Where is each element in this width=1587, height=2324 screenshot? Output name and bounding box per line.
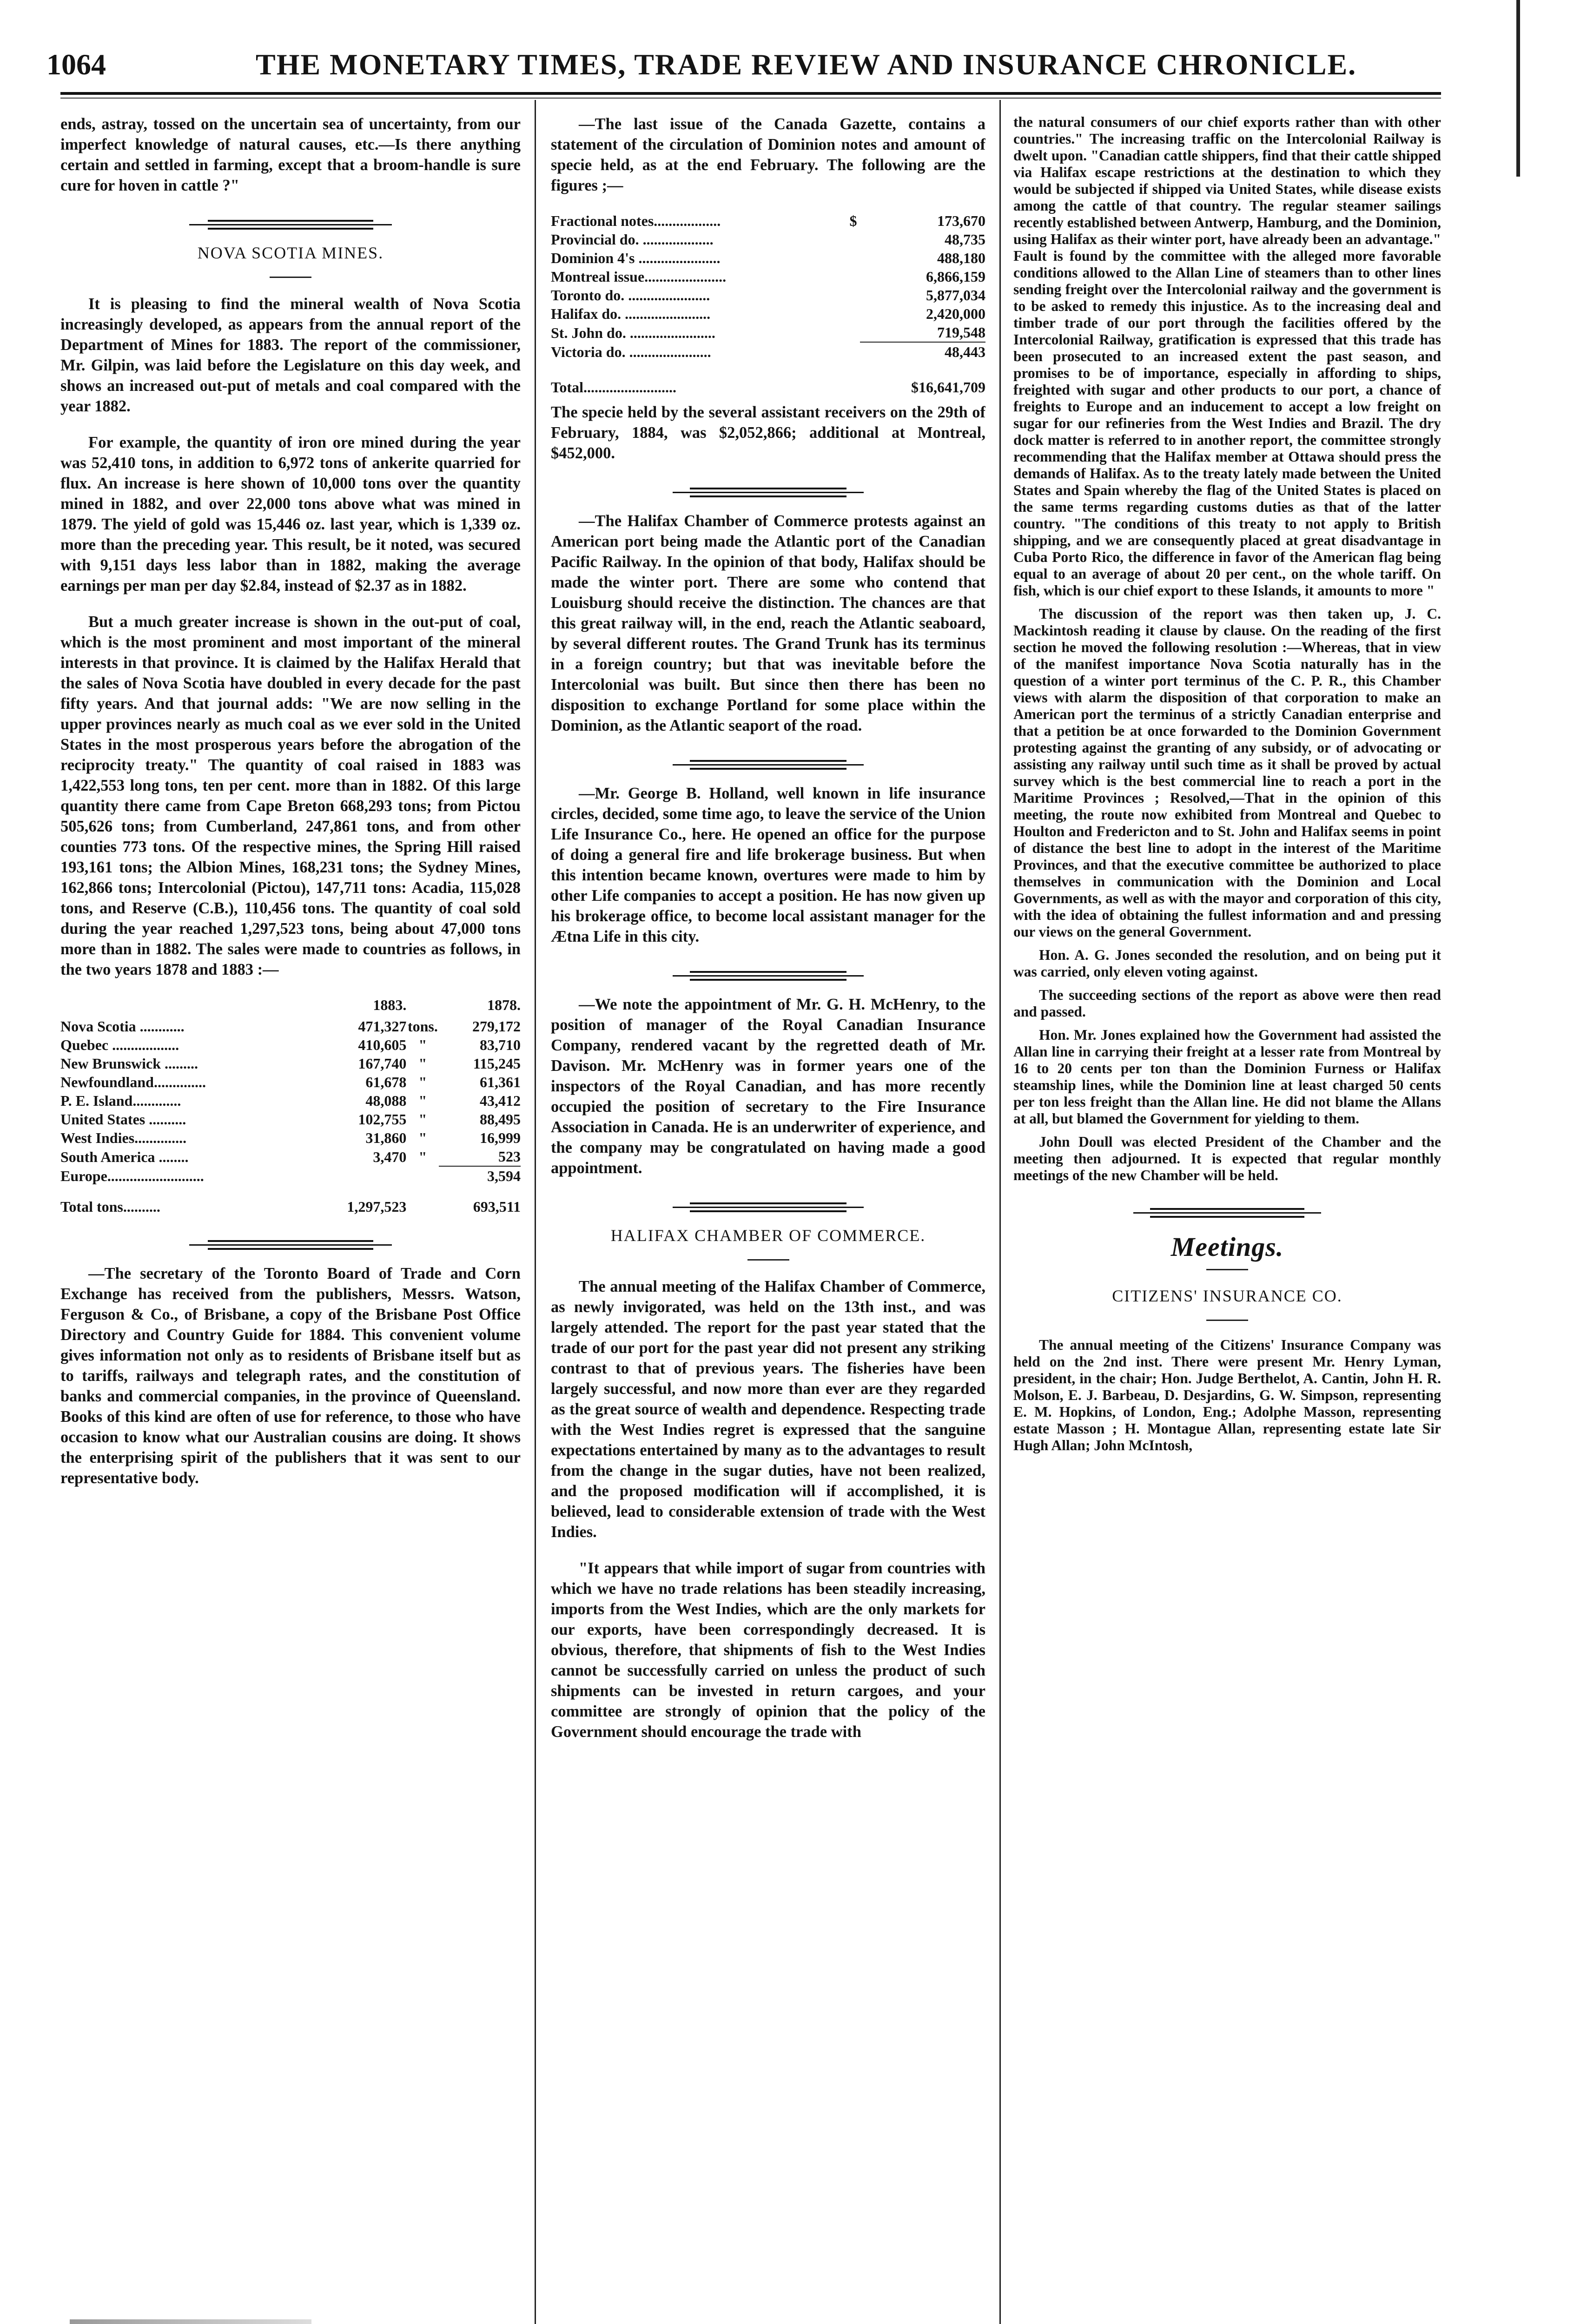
dominion-notes-table [551, 211, 985, 396]
meetings-heading: Meetings. [1170, 1232, 1284, 1262]
nova-scotia-mines-paragraph: It is pleasing to find the mineral wealth of Nova Scotia increasingly developed, as appears from the annual report of the Department of Mines for 1883. The report of the commissioner, Mr. Gilpin, was laid before the Legislature on this day week, and shows an increased out-put of metals and coal compared with the year 1882. [60, 295, 521, 415]
halifax-chamber-paragraph: The annual meeting of the Halifax Chamber of Commerce, as newly invigorated, was held on the 13th inst., and was largely attended. The report for the past year stated that the trade of our port for the past year did not present any striking contrast to that of previous years. The fisheries have been largely successful, and now more than ever are they regarded as the great source of wealth and dependence. Respecting trade with the West Indies regret is expressed that the sanguine expectations entertained by many as to the advantages to result from the change in the sugar duties, have not been realized, and the proposed modification will if accomplished, it is believed, lead to considerable extension of trade with the West Indies. [551, 1278, 985, 1541]
nova-scotia-mines-paragraph: For example, the quantity of iron ore mined during the year was 52,410 tons, in addition to 6,972 tons of ankerite quarried for flux. An increase is here shown of 10,000 tons over the quantity mined in 1882, and over 22,000 tons above what was mined in 1879. The yield of gold was 15,446 oz. last year, which is 1,339 oz. more than the preceding year. This result, be it noted, was secured with 9,151 days less labor than in 1882, making the average earnings per man per day $2.84, instead of $2.37 as in 1882. [60, 434, 521, 594]
specie-paragraph: The specie held by the several assistant receivers on the 29th of February, 1884, was $2,052,866; additional at Montreal, $452,000. [551, 403, 985, 462]
table-total-row: Total......................... $16,641,709 [551, 379, 985, 396]
heading-dash [1206, 1269, 1248, 1270]
section-ornament [60, 1236, 521, 1252]
coal-sales-table [60, 996, 521, 1216]
halifax-chamber-continuation: the natural consumers of our chief exports rather than with other countries." The increasing traffic on the Intercolonial Railway is dwelt upon. "Canadian cattle shippers, find that their cattle shipped via Halifax escape restrictions at the destination to which they would be subjected if shipped via United States, while disease exists among the cattle of that country. The regular steamer sailings recently established between Antwerp, Hamburg, and the Dominion, using Halifax as their winter port, have already been an advantage." Fault is found by the committee with the alleged more favorable conditions allowed to the Allan Line of steamers than to other lines sending freight over the Intercolonial railway and the government is to be asked to remedy this injustice. As to the increasing deal and timber trade of our port through the facilities offered by the Intercolonial Railway, gratification is expressed that this trade has been prosecuted to an increased extent the past season, and promises to be of importance, especially in affording to ships, freighted with sugar and other products to our port, a chance of freights to Europe and an inducement to accept a low freight on sugar for our refineries from the West Indies and Brazil. The dry dock matter is referred to in another report, the committee strongly recommending that the Halifax member at Ottawa should press the demands of Halifax. As to the treaty lately made between the United States and Spain whereby the flag of the United States is placed on the same terms regarding customs duties as that of the latter country. "The conditions of this treaty to not apply to British shipping, and we are consequently placed at great disadvantage in Cuba Porto Rico, the difference in favor of the American flag being equal to an average of about 20 per cent., on the whole tariff. On fish, which is our chief export to these Islands, it amounts to more " [1013, 114, 1441, 599]
nova-scotia-mines-paragraph: But a much greater increase is shown in the out-put of coal, which is the most prominent and most important of the mineral interests in that province. It is claimed by the Halifax Herald that the sales of Nova Scotia have doubled in every decade for the past fifty years. And that journal adds: "We are now selling in the upper provinces nearly as much coal as we ever sold in the United States in the most prosperous years before the abrogation of the reciprocity treaty." The quantity of coal raised in 1883 was 1,422,553 long tons, ten per cent. more than in 1882. Of this large quantity there came from Cape Breton 668,293 tons; from Pictou 505,626 tons; from Cumberland, 247,861 tons, and from other counties 773 tons. Of the respective mines, the Spring Hill raised 193,161 tons; the Albion Mines, 168,231 tons; the Sydney Mines, 162,866 tons; Intercolonial (Pictou), 147,711 tons: Acadia, 115,028 tons, and Reserve (C.B.), 110,456 tons. The quantity of coal sold during the year reached 1,297,523 tons, being about 47,000 tons more than in 1882. The sales were made to countries as follows, in the two years 1878 and 1883 :— [60, 613, 521, 978]
table-total-row: Total tons.......... 1,297,523 693,511 [60, 1198, 521, 1215]
table-row: South America ........ 3,470 " 523 [60, 1148, 521, 1165]
halifax-chamber-paragraph: The discussion of the report was then taken up, J. C. Mackintosh reading it clause by clause. On the reading of the first section he moved the following resolution :—Whereas, that in view of the manifest importance Nova Scotia naturally has in the question of a winter port terminus of the C. P. R., this Chamber views with alarm the disposition of that corporation to make an American port the terminus of a strictly Canadian enterprise and that a petition be at once forwarded to the Dominion Government protesting against the granting of any subsidy, or of advocating or assisting any railway until such time as it shall be proved by actual survey which is the best commercial line to reach a port in the Maritime Provinces ; Resolved,—That in the opinion of this meeting, the route now exhibited from Montreal and Quebec to Houlton and Fredericton and to St. John and Halifax seems in point of distance the best line to adopt in the interest of the Maritime Provinces, and that the executive committee be authorized to place themselves in communication with the Dominion and Local Governments, as well as with the mayor and corporation of this city, with the idea of obtaining the fullest information and and pressing our views on the general Government. [1013, 606, 1441, 940]
header-rule-top [60, 92, 1441, 95]
halifax-chamber-paragraph: Hon. A. G. Jones seconded the resolution, and on being put it was carried, only eleven voting against. [1013, 947, 1441, 980]
citizens-insurance-heading: CITIZENS' INSURANCE CO. [1112, 1287, 1342, 1305]
column-divider-right [999, 100, 1001, 2324]
halifax-protest-paragraph: —The Halifax Chamber of Commerce protests against an American port being made the Atlantic port of the Canadian Pacific Railway. In the opinion of that body, Halifax should be made the winter port. There are some who contend that Louisburg should receive the distinction. The chances are that this great railway will, in the end, reach the Atlantic seaboard, by several different routes. The Grand Trunk has its terminus in a foreign country; but that was inevitable before the Intercolonial was built. But since then there has been no disposition to exchange Portland for some place within the Dominion, as the Atlantic seaport of the road. [551, 512, 985, 734]
section-ornament [551, 1199, 985, 1215]
table-row: St. John do. ....................... 719,548 [551, 324, 985, 341]
nova-scotia-mines-heading: NOVA SCOTIA MINES. [197, 244, 384, 262]
holland-paragraph: —Mr. George B. Holland, well known in life insurance circles, decided, some time ago, to leave the service of the Union Life Insurance Co., here. He opened an office for the purpose of doing a general fire and life brokerage business. But when this intention became known, overtures were made to him by other Life companies to accept a position. He has now given up his brokerage office, to become local assistant manager for the Ætna Life in this city. [551, 785, 985, 945]
coal-table-header-1878: 1878. [487, 997, 521, 1013]
table-row: Nova Scotia ............ 471,327 tons. 279,172 [60, 1018, 521, 1035]
table-row: Fractional notes.................. $ 173,670 [551, 212, 985, 229]
column-left [60, 114, 521, 2324]
halifax-chamber-heading: HALIFAX CHAMBER OF COMMERCE. [610, 1226, 926, 1245]
heading-dash [747, 1259, 789, 1261]
table-row: Provincial do. ................... 48,735 [551, 231, 985, 248]
halifax-chamber-paragraph: Hon. Mr. Jones explained how the Government had assisted the Allan line in carrying their freight at a lesser rate from Montreal by 16 to 20 cents per ton than the Dominion Furness or Halifax steamship lines, while the Dominion line at least charged 50 cents per ton less freight than the Allan line. He did not blame the Allans at all, but blamed the Government for yielding to them. [1013, 1027, 1441, 1127]
table-row: P. E. Island............. 48,088 " 43,412 [60, 1092, 521, 1109]
halifax-chamber-paragraph: "It appears that while import of sugar from countries with which we have no trade relations has been steadily increasing, imports from the West Indies, which are the only markets for our exports, have been correspondingly decreased. It is obvious, therefore, that shipments of fish to the West Indies cannot be successfully carried on unless the product of such shipments can be invested in return cargoes, and your committee are strongly of opinion that the policy of the Government should encourage the trade with [551, 1559, 985, 1741]
running-title: THE MONETARY TIMES, TRADE REVIEW AND INSURANCE CHRONICLE. [256, 48, 1357, 81]
table-row: Europe.......................... 3,594 [60, 1166, 521, 1185]
citizens-insurance-paragraph: The annual meeting of the Citizens' Insurance Company was held on the 2nd inst. There were present Mr. Henry Lyman, president, in the chair; Hon. Judge Berthelot, A. Cantin, John H. R. Molson, E. J. Barbeau, D. Desjardins, G. W. Simpson, representing E. M. Hopkins, of London, Eng.; Adolphe Masson, representing estate Masson ; H. Montague Allan, representing estate late Sir Hugh Allan; John McIntosh, [1013, 1337, 1441, 1453]
section-ornament [551, 484, 985, 500]
canada-gazette-paragraph: —The last issue of the Canada Gazette, contains a statement of the circulation of Dominion notes and amount of specie held, as at the end February. The following are the figures ;— [551, 115, 985, 194]
brisbane-directory-paragraph: —The secretary of the Toronto Board of Trade and Corn Exchange has received from the publishers, Messrs. Watson, Ferguson & Co., of Brisbane, a copy of the Brisbane Post Office Directory and Country Guide for 1884. This convenient volume gives information not only as to residents of Brisbane itself but as to tariffs, railways and telegraph rates, and the constitution of banks and commercial companies, in the province of Queensland. Books of this kind are often of use for reference, to those who have occasion to know what our Australian cousins are doing. It shows the enterprising spirit of the publishers that it was sent to our representative body. [60, 1265, 521, 1487]
heading-dash [1206, 1320, 1248, 1321]
heading-dash [270, 277, 311, 278]
article-continuation: ends, astray, tossed on the uncertain sea of uncertainty, from our imperfect knowledge of natural causes, etc.—Is there anything certain and settled in farming, except that a broom-handle is sure cure for hoven in cattle ?" [60, 115, 521, 194]
scan-smudge [70, 2319, 311, 2324]
table-row: Victoria do. ...................... 48,443 [551, 342, 985, 361]
page-header [46, 43, 1455, 94]
table-row: Dominion 4's ...................... 488,180 [551, 250, 985, 266]
table-row: New Brunswick ......... 167,740 " 115,245 [60, 1055, 521, 1072]
page-number: 1064 [46, 48, 106, 81]
table-row: Newfoundland.............. 61,678 " 61,361 [60, 1074, 521, 1090]
section-ornament [1013, 1204, 1441, 1220]
column-right [1013, 114, 1441, 2324]
coal-table-header-1883: 1883. [373, 997, 407, 1013]
table-row: Halifax do. ....................... 2,420,000 [551, 305, 985, 322]
table-row: United States .......... 102,755 " 88,495 [60, 1111, 521, 1128]
halifax-chamber-paragraph: John Doull was elected President of the Chamber and the meeting then adjourned. It is expected that regular monthly meetings of the new Chamber will be held. [1013, 1134, 1441, 1183]
column-divider-left [535, 100, 536, 2324]
mchenry-paragraph: —We note the appointment of Mr. G. H. McHenry, to the position of manager of the Royal Canadian Insurance Company, rendered vacant by the regretted death of Mr. Davison. Mr. McHenry was in former years one of the inspectors of the Royal Canadian, and has more recently occupied the position of secretary to the Fire Insurance Association in Canada. He is an underwriter of experience, and the company may be congratulated on having made a good appointment. [551, 996, 985, 1177]
table-row: Montreal issue...................... 6,866,159 [551, 268, 985, 285]
header-rule-bottom [60, 98, 1441, 99]
column-middle [551, 114, 985, 2324]
table-row: Toronto do. ...................... 5,877,034 [551, 287, 985, 304]
section-ornament [551, 756, 985, 772]
scan-edge-mark [1516, 0, 1520, 177]
halifax-chamber-paragraph: The succeeding sections of the report as above were then read and passed. [1013, 987, 1441, 1020]
table-row: Quebec .................. 410,605 " 83,710 [60, 1037, 521, 1053]
section-ornament [551, 967, 985, 983]
section-ornament [60, 216, 521, 232]
table-row: West Indies.............. 31,860 " 16,999 [60, 1129, 521, 1146]
